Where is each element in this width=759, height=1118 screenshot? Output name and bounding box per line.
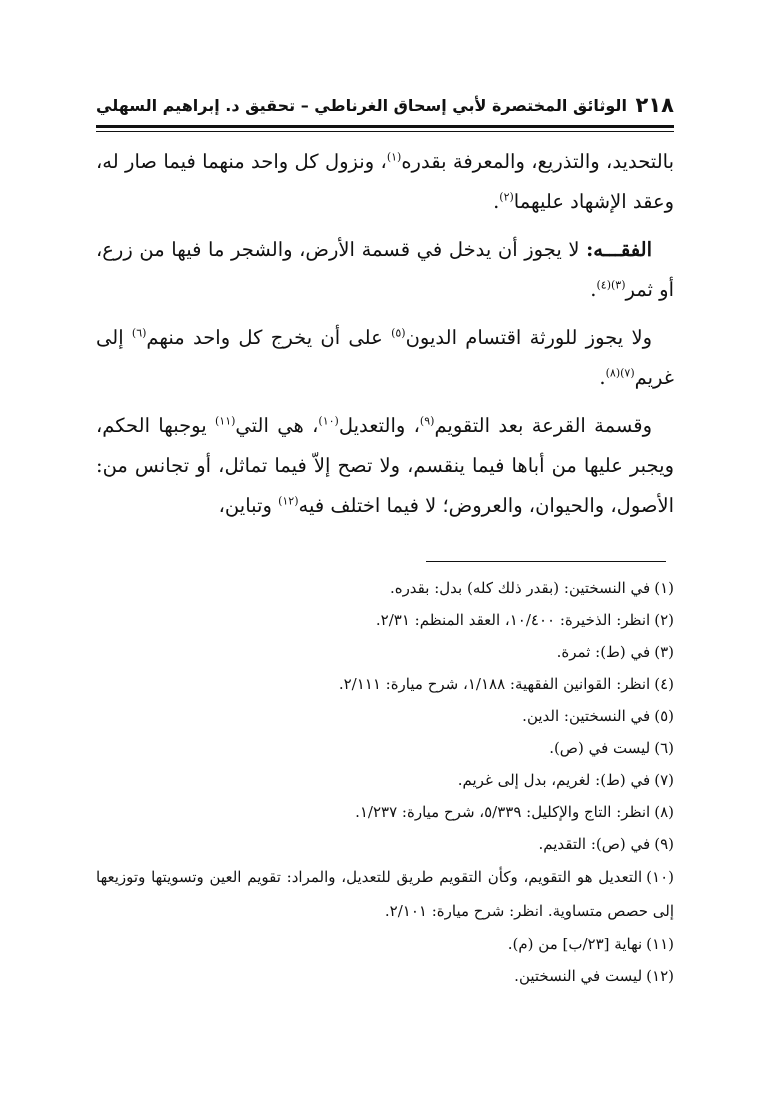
footnote-ref-4[interactable]: (٤)	[596, 278, 611, 292]
footnote-10	[96, 860, 674, 928]
footnote-text: انظر: القوانين الفقهية: ١/١٨٨، شرح ميارة: ٢/١١١.	[338, 675, 651, 693]
footnote-ref-11[interactable]: (١١)	[215, 414, 236, 428]
text-run: على أن يخرج كل واحد منهم	[146, 326, 392, 349]
main-text	[96, 142, 674, 534]
footnote-9	[96, 828, 674, 860]
footnote-ref-3[interactable]: (٣)	[610, 278, 626, 292]
header-rule-thin	[96, 131, 674, 132]
footnote-text: ليست في (ص).	[549, 739, 651, 757]
text-run: ولا يجوز للورثة اقتسام الديون	[405, 326, 653, 349]
footnote-ref-5[interactable]: (٥)	[391, 326, 406, 340]
paragraph-2	[96, 230, 674, 310]
footnote-1	[96, 572, 674, 604]
footnotes	[96, 572, 674, 992]
footnote-8	[96, 796, 674, 828]
paragraph-3	[96, 318, 674, 398]
footnote-marker: (٥)	[654, 707, 674, 725]
running-header	[96, 90, 674, 120]
footnote-12	[96, 960, 674, 992]
text-run: وقسمة القرعة بعد التقويم	[434, 414, 652, 437]
paragraph-4	[96, 406, 674, 526]
footnote-text: نهاية [٢٣/ب] من (م).	[507, 935, 643, 953]
footnote-4	[96, 668, 674, 700]
footnote-ref-10[interactable]: (١٠)	[318, 414, 339, 428]
footnote-marker: (٦)	[654, 739, 674, 757]
footnote-11	[96, 928, 674, 960]
footnote-text: انظر: الذخيرة: ١٠/٤٠٠، العقد المنظم: ٢/٣١.	[375, 611, 651, 629]
footnote-text: التعديل هو التقويم، وكأن التقويم طريق للتعديل، والمراد: تقويم العين وتسويتها وتوزيعها إلى حصص متساوية. انظر: شرح ميارة: ٢/١٠١.	[96, 868, 674, 920]
text-run: يوجبها الحكم، ويجبر عليها من أباها فيما ينقسم، ولا تصح إلاّ فيما تماثل، أو تجانس من: الأصول، والحيوان، والعروض؛ لا فيما اختلف فيه	[96, 414, 674, 517]
text-run: ، ونزول كل واحد منهما فيما صار له، وعقد الإشهاد عليهما	[96, 150, 674, 213]
footnote-marker: (٢)	[654, 611, 674, 629]
footnote-separator	[426, 561, 666, 562]
text-run: ، والتعديل	[338, 414, 420, 437]
text-run: بالتحديد، والتذريع، والمعرفة بقدره	[401, 150, 674, 173]
footnote-marker: (١)	[654, 579, 674, 597]
footnote-marker: (١٢)	[646, 967, 674, 985]
running-title: الوثائق المختصرة لأبي إسحاق الغرناطي – تحقيق د. إبراهيم السهلي	[96, 95, 627, 115]
text-run: .	[599, 366, 606, 389]
lead-term-fiqh: الفقـــه:	[586, 238, 652, 261]
header-rule-thick	[96, 125, 674, 128]
footnote-text: ليست في النسختين.	[514, 967, 643, 985]
footnote-ref-12[interactable]: (١٢)	[278, 494, 299, 508]
footnote-ref-1[interactable]: (١)	[386, 150, 402, 164]
text-run: .	[493, 190, 500, 213]
footnote-5	[96, 700, 674, 732]
footnote-7	[96, 764, 674, 796]
footnote-text: في النسختين: (بقدر ذلك كله) بدل: بقدره.	[389, 579, 651, 597]
footnote-ref-6[interactable]: (٦)	[131, 326, 147, 340]
footnote-marker: (٤)	[654, 675, 674, 693]
footnote-text: في النسختين: الدين.	[522, 707, 651, 725]
footnote-marker: (١٠)	[646, 868, 674, 886]
footnote-marker: (٩)	[654, 835, 674, 853]
text-run: لا يجوز أن يدخل في قسمة الأرض، والشجر ما فيها من زرع، أو ثمر	[96, 238, 674, 301]
footnote-text: في (ط): لغريم، بدل إلى غريم.	[457, 771, 651, 789]
footnote-ref-9[interactable]: (٩)	[419, 414, 435, 428]
footnote-marker: (٣)	[654, 643, 674, 661]
footnote-marker: (٧)	[654, 771, 674, 789]
footnote-ref-7[interactable]: (٧)	[620, 366, 635, 380]
footnote-6	[96, 732, 674, 764]
text-run: .	[590, 278, 597, 301]
text-run: إلى غريم	[96, 326, 674, 389]
footnote-3	[96, 636, 674, 668]
page-number: ٢١٨	[635, 93, 674, 117]
footnote-2	[96, 604, 674, 636]
footnote-text: في (ص): التقديم.	[538, 835, 651, 853]
footnote-marker: (١١)	[646, 935, 674, 953]
footnote-ref-8[interactable]: (٨)	[605, 366, 621, 380]
paragraph-1	[96, 142, 674, 222]
footnote-text: انظر: التاج والإكليل: ٥/٣٣٩، شرح ميارة: ١/٢٣٧.	[355, 803, 651, 821]
footnote-ref-2[interactable]: (٢)	[499, 190, 514, 204]
text-run: وتباين،	[218, 494, 279, 517]
footnote-marker: (٨)	[654, 803, 674, 821]
text-run: ، هي التي	[235, 414, 319, 437]
footnote-text: في (ط): ثمرة.	[556, 643, 651, 661]
